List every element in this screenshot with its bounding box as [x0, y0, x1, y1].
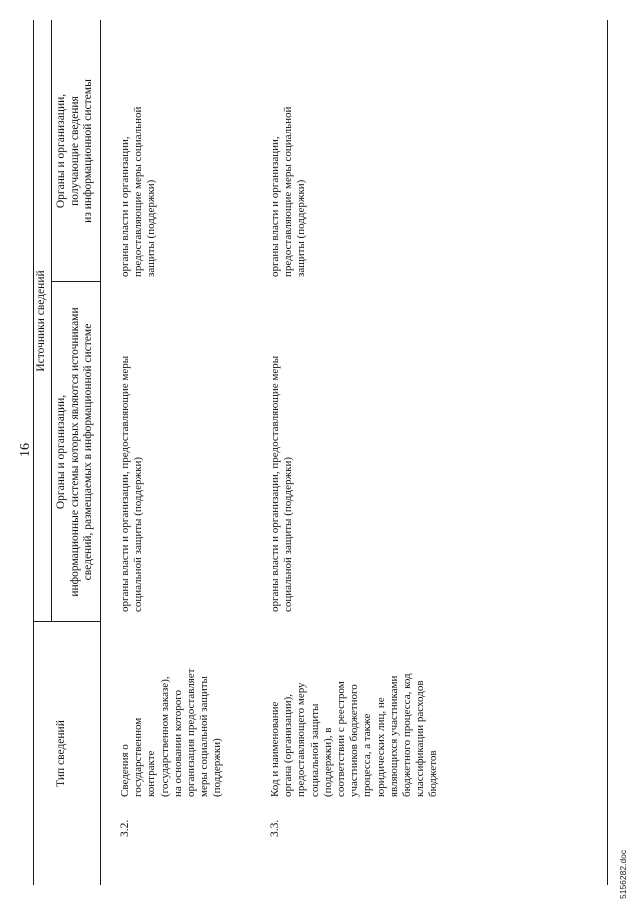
header-bottom-border: [100, 20, 101, 885]
table-top-border: [33, 20, 34, 885]
sources-subheader-border: [51, 20, 52, 622]
row-providers-cell: органы власти и организации, предоставляющие меры социальной защиты (поддержки): [119, 355, 145, 612]
header-sources: Источники сведений: [35, 270, 47, 372]
row-number: 3.2.: [119, 819, 131, 837]
row-providers-cell: органы власти и организации, предоставляющие меры социальной защиты (поддержки): [269, 355, 295, 612]
document-footer: 5156282.doc: [618, 849, 628, 899]
row-receivers-cell: органы власти и организации, предоставляющие меры социальной защиты (поддержки): [119, 106, 158, 277]
row-type-cell: Код и наименование органа (организации), предоставляющего меру социальной защиты (поддержки), в соответствии с реестром участников бюджетного процесса, а также юридических лиц, не являющихся участниками бюджетного процесса, код классификации расходов бюджетов: [269, 673, 440, 797]
row-receivers-cell: органы власти и организации, предоставляющие меры социальной защиты (поддержки): [269, 106, 308, 277]
header-providers: Органы и организации, информационные системы которых являются источниками сведений, размещаемых в информационной системе: [55, 307, 94, 597]
header-type: Тип сведений: [55, 720, 67, 787]
page-number: 16: [18, 443, 33, 457]
row-type-cell: Сведения о государственном контракте (государственном заказе), на основании которого организация предоставляет меры социальной защиты (поддержки): [119, 668, 224, 797]
row-number: 3.3.: [269, 819, 281, 837]
header-receivers: Органы и организации, получающие сведения из информационной системы: [55, 79, 94, 223]
table-bottom-border: [607, 20, 608, 885]
